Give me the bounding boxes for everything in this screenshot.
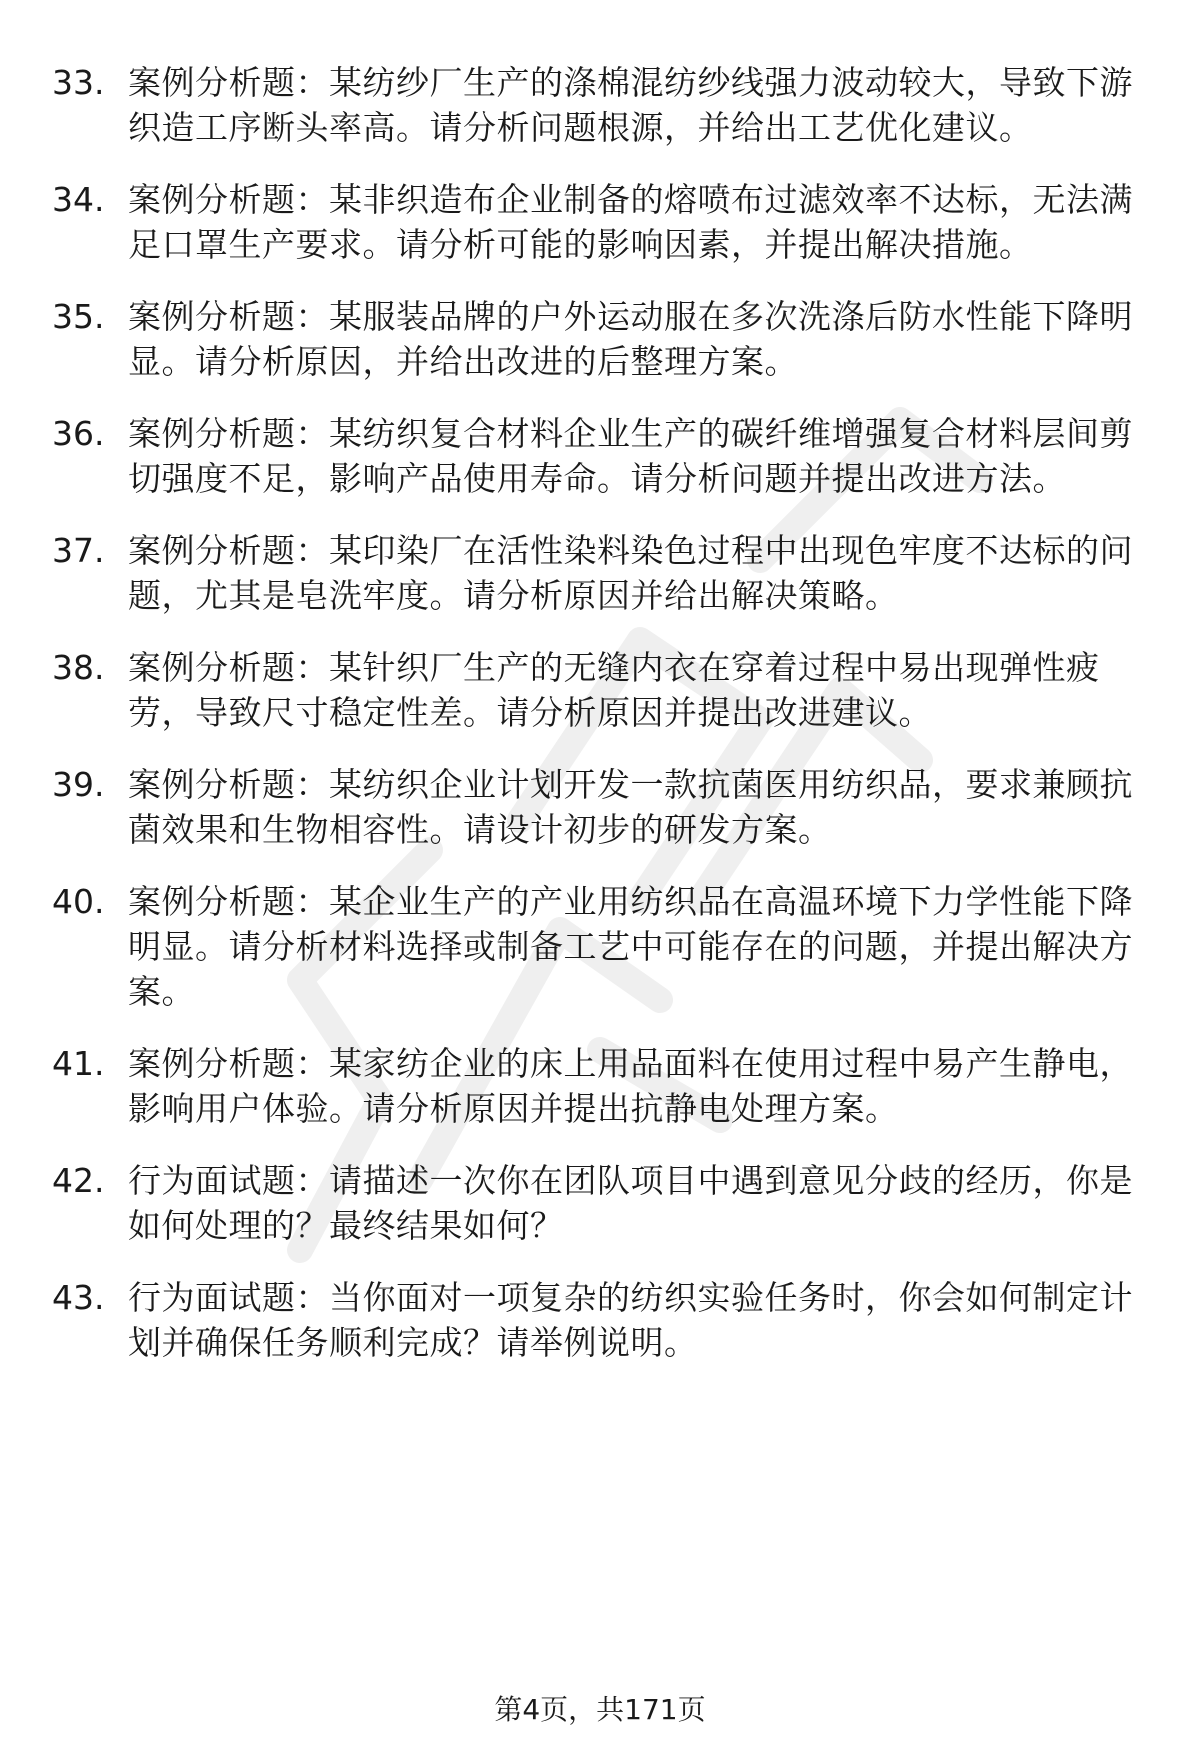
question-number: 43. [52, 1278, 105, 1317]
question-number: 37. [52, 531, 105, 570]
question-text: 案例分析题：某企业生产的产业用纺织品在高温环境下力学性能下降明显。请分析材料选择或制备工艺中可能存在的问题，并提出解决方案。 [128, 882, 1133, 1011]
question-number: 42. [52, 1161, 105, 1200]
question-item [52, 1275, 1142, 1365]
question-number: 36. [52, 414, 105, 453]
question-item [52, 1041, 1142, 1131]
question-item [52, 294, 1142, 384]
question-text: 行为面试题：请描述一次你在团队项目中遇到意见分歧的经历，你是如何处理的？最终结果如何？ [128, 1161, 1133, 1245]
question-item [52, 60, 1142, 150]
question-number: 38. [52, 648, 105, 687]
question-text: 案例分析题：某非织造布企业制备的熔喷布过滤效率不达标，无法满足口罩生产要求。请分析可能的影响因素，并提出解决措施。 [128, 180, 1133, 264]
question-number: 34. [52, 180, 105, 219]
question-number: 39. [52, 765, 105, 804]
question-text: 案例分析题：某纺织复合材料企业生产的碳纤维增强复合材料层间剪切强度不足，影响产品使用寿命。请分析问题并提出改进方法。 [128, 414, 1133, 498]
question-number: 35. [52, 297, 105, 336]
question-item [52, 177, 1142, 267]
question-item [52, 411, 1142, 501]
question-number: 33. [52, 63, 105, 102]
question-number: 40. [52, 882, 105, 921]
question-item [52, 762, 1142, 852]
question-item [52, 879, 1142, 1014]
question-text: 案例分析题：某针织厂生产的无缝内衣在穿着过程中易出现弹性疲劳，导致尺寸稳定性差。请分析原因并提出改进建议。 [128, 648, 1100, 732]
question-number: 41. [52, 1044, 105, 1083]
question-text: 案例分析题：某印染厂在活性染料染色过程中出现色牢度不达标的问题，尤其是皂洗牢度。请分析原因并给出解决策略。 [128, 531, 1133, 615]
page-footer: 第4页，共171页 [494, 1693, 706, 1726]
question-text: 案例分析题：某纺织企业计划开发一款抗菌医用纺织品，要求兼顾抗菌效果和生物相容性。请设计初步的研发方案。 [128, 765, 1133, 849]
question-item [52, 1158, 1142, 1248]
question-text: 案例分析题：某家纺企业的床上用品面料在使用过程中易产生静电，影响用户体验。请分析原因并提出抗静电处理方案。 [128, 1044, 1133, 1128]
question-item [52, 528, 1142, 618]
question-text: 案例分析题：某服装品牌的户外运动服在多次洗涤后防水性能下降明显。请分析原因，并给出改进的后整理方案。 [128, 297, 1133, 381]
question-item [52, 645, 1142, 735]
question-text: 案例分析题：某纺纱厂生产的涤棉混纺纱线强力波动较大，导致下游织造工序断头率高。请分析问题根源，并给出工艺优化建议。 [128, 63, 1133, 147]
question-list [52, 60, 1142, 1392]
question-text: 行为面试题：当你面对一项复杂的纺织实验任务时，你会如何制定计划并确保任务顺利完成？请举例说明。 [128, 1278, 1133, 1362]
